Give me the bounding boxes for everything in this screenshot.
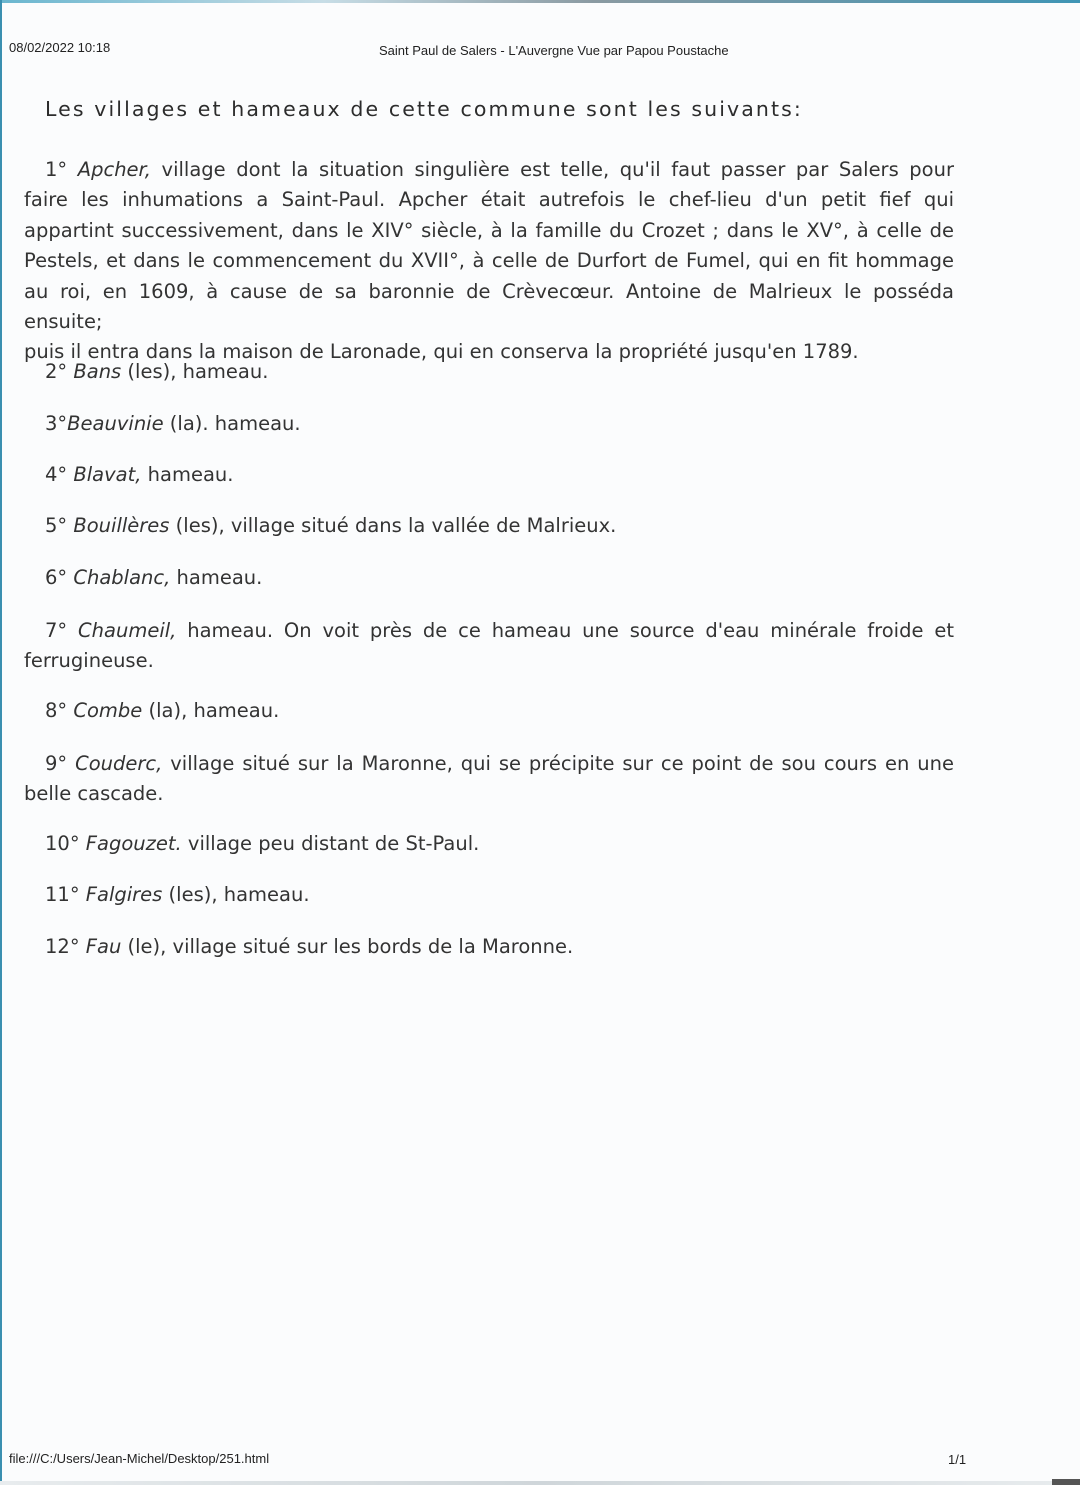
item-text: hameau. bbox=[170, 566, 263, 589]
list-item-7 bbox=[24, 616, 954, 677]
item-text: hameau. bbox=[141, 463, 234, 486]
item-number: 8° bbox=[45, 699, 68, 722]
item-number: 3° bbox=[45, 412, 68, 435]
list-item-6 bbox=[45, 566, 262, 589]
item-number: 11° bbox=[45, 883, 80, 906]
item-text: (la). hameau. bbox=[163, 412, 301, 435]
place-name: Chaumeil, bbox=[78, 619, 177, 642]
place-name: Combe bbox=[73, 699, 143, 722]
place-name: Blavat, bbox=[73, 463, 142, 486]
place-name: Bans bbox=[73, 360, 122, 383]
item-number: 2° bbox=[45, 360, 68, 383]
item-text: (les), hameau. bbox=[162, 883, 310, 906]
item-text: village peu distant de St-Paul. bbox=[181, 832, 480, 855]
item-number: 12° bbox=[45, 935, 80, 958]
item-text: village dont la situation singulière est telle, qu'il faut passer par Salers pour bbox=[150, 158, 954, 181]
list-item-line: faire les inhumations a Saint-Paul. Apcher était autrefois le chef-lieu d'un petit fief qui bbox=[24, 188, 954, 212]
print-footer-page-number: 1/1 bbox=[948, 1452, 967, 1467]
item-text: (le), village situé sur les bords de la Maronne. bbox=[121, 935, 574, 958]
list-item-12 bbox=[45, 935, 573, 958]
item-text: (la), hameau. bbox=[142, 699, 280, 722]
scan-edge-bottom bbox=[0, 1481, 1080, 1485]
item-text: (les), hameau. bbox=[121, 360, 269, 383]
list-item-1 bbox=[24, 155, 954, 368]
scan-edge-top bbox=[0, 0, 1080, 3]
list-item-line: Pestels, et dans le commencement du XVII°, à celle de Durfort de Fumel, qui en fit hommage bbox=[24, 249, 954, 273]
place-name: Chablanc, bbox=[73, 566, 171, 589]
place-name: Fau bbox=[85, 935, 122, 958]
scan-corner-shadow bbox=[1052, 1479, 1080, 1485]
list-item-line: au roi, en 1609, à cause de sa baronnie de Crèvecœur. Antoine de Malrieux le posséda ensuite; bbox=[24, 279, 954, 334]
item-text: (les), village situé dans la vallée de Malrieux. bbox=[169, 514, 617, 537]
list-item-11 bbox=[45, 883, 310, 906]
list-item-3 bbox=[45, 412, 301, 435]
item-number: 5° bbox=[45, 514, 68, 537]
item-text: hameau. On voit près de ce hameau une source d'eau minérale froide et bbox=[176, 619, 954, 642]
place-name: Falgires bbox=[85, 883, 163, 906]
item-number: 1° bbox=[45, 158, 68, 181]
print-footer-url: file:///C:/Users/Jean-Michel/Desktop/251.html bbox=[9, 1451, 270, 1466]
place-name: Bouillères bbox=[73, 514, 170, 537]
list-item-line: belle cascade. bbox=[24, 782, 164, 806]
list-item-4 bbox=[45, 463, 233, 486]
place-name: Apcher, bbox=[77, 158, 151, 181]
place-name: Fagouzet. bbox=[85, 832, 182, 855]
list-item-line: puis il entra dans la maison de Laronade, qui en conserva la propriété jusqu'en 1789. bbox=[24, 340, 859, 364]
item-number: 9° bbox=[45, 752, 68, 775]
item-number: 6° bbox=[45, 566, 68, 589]
list-item-line bbox=[24, 155, 954, 185]
list-item-10 bbox=[45, 832, 479, 855]
list-item-8 bbox=[45, 699, 279, 722]
document-heading: Les villages et hameaux de cette commune sont les suivants: bbox=[45, 97, 803, 121]
print-header-title: Saint Paul de Salers - L'Auvergne Vue par Papou Poustache bbox=[379, 43, 729, 58]
list-item-line: appartint successivement, dans le XIV° siècle, à la famille du Crozet ; dans le XV°, à celle de bbox=[24, 218, 954, 242]
print-header-datetime: 08/02/2022 10:18 bbox=[9, 40, 111, 55]
item-number: 10° bbox=[45, 832, 80, 855]
place-name: Couderc, bbox=[75, 752, 163, 775]
list-item-2 bbox=[45, 360, 268, 383]
list-item-9 bbox=[24, 749, 954, 810]
place-name: Beauvinie bbox=[67, 412, 164, 435]
list-item-line bbox=[24, 616, 954, 646]
list-item-line: ferrugineuse. bbox=[24, 649, 154, 673]
item-number: 4° bbox=[45, 463, 68, 486]
item-number: 7° bbox=[45, 619, 68, 642]
list-item-5 bbox=[45, 514, 616, 537]
scan-edge-left bbox=[0, 0, 2, 1485]
list-item-line bbox=[24, 749, 954, 779]
item-text: village situé sur la Maronne, qui se précipite sur ce point de sou cours en une bbox=[162, 752, 954, 775]
